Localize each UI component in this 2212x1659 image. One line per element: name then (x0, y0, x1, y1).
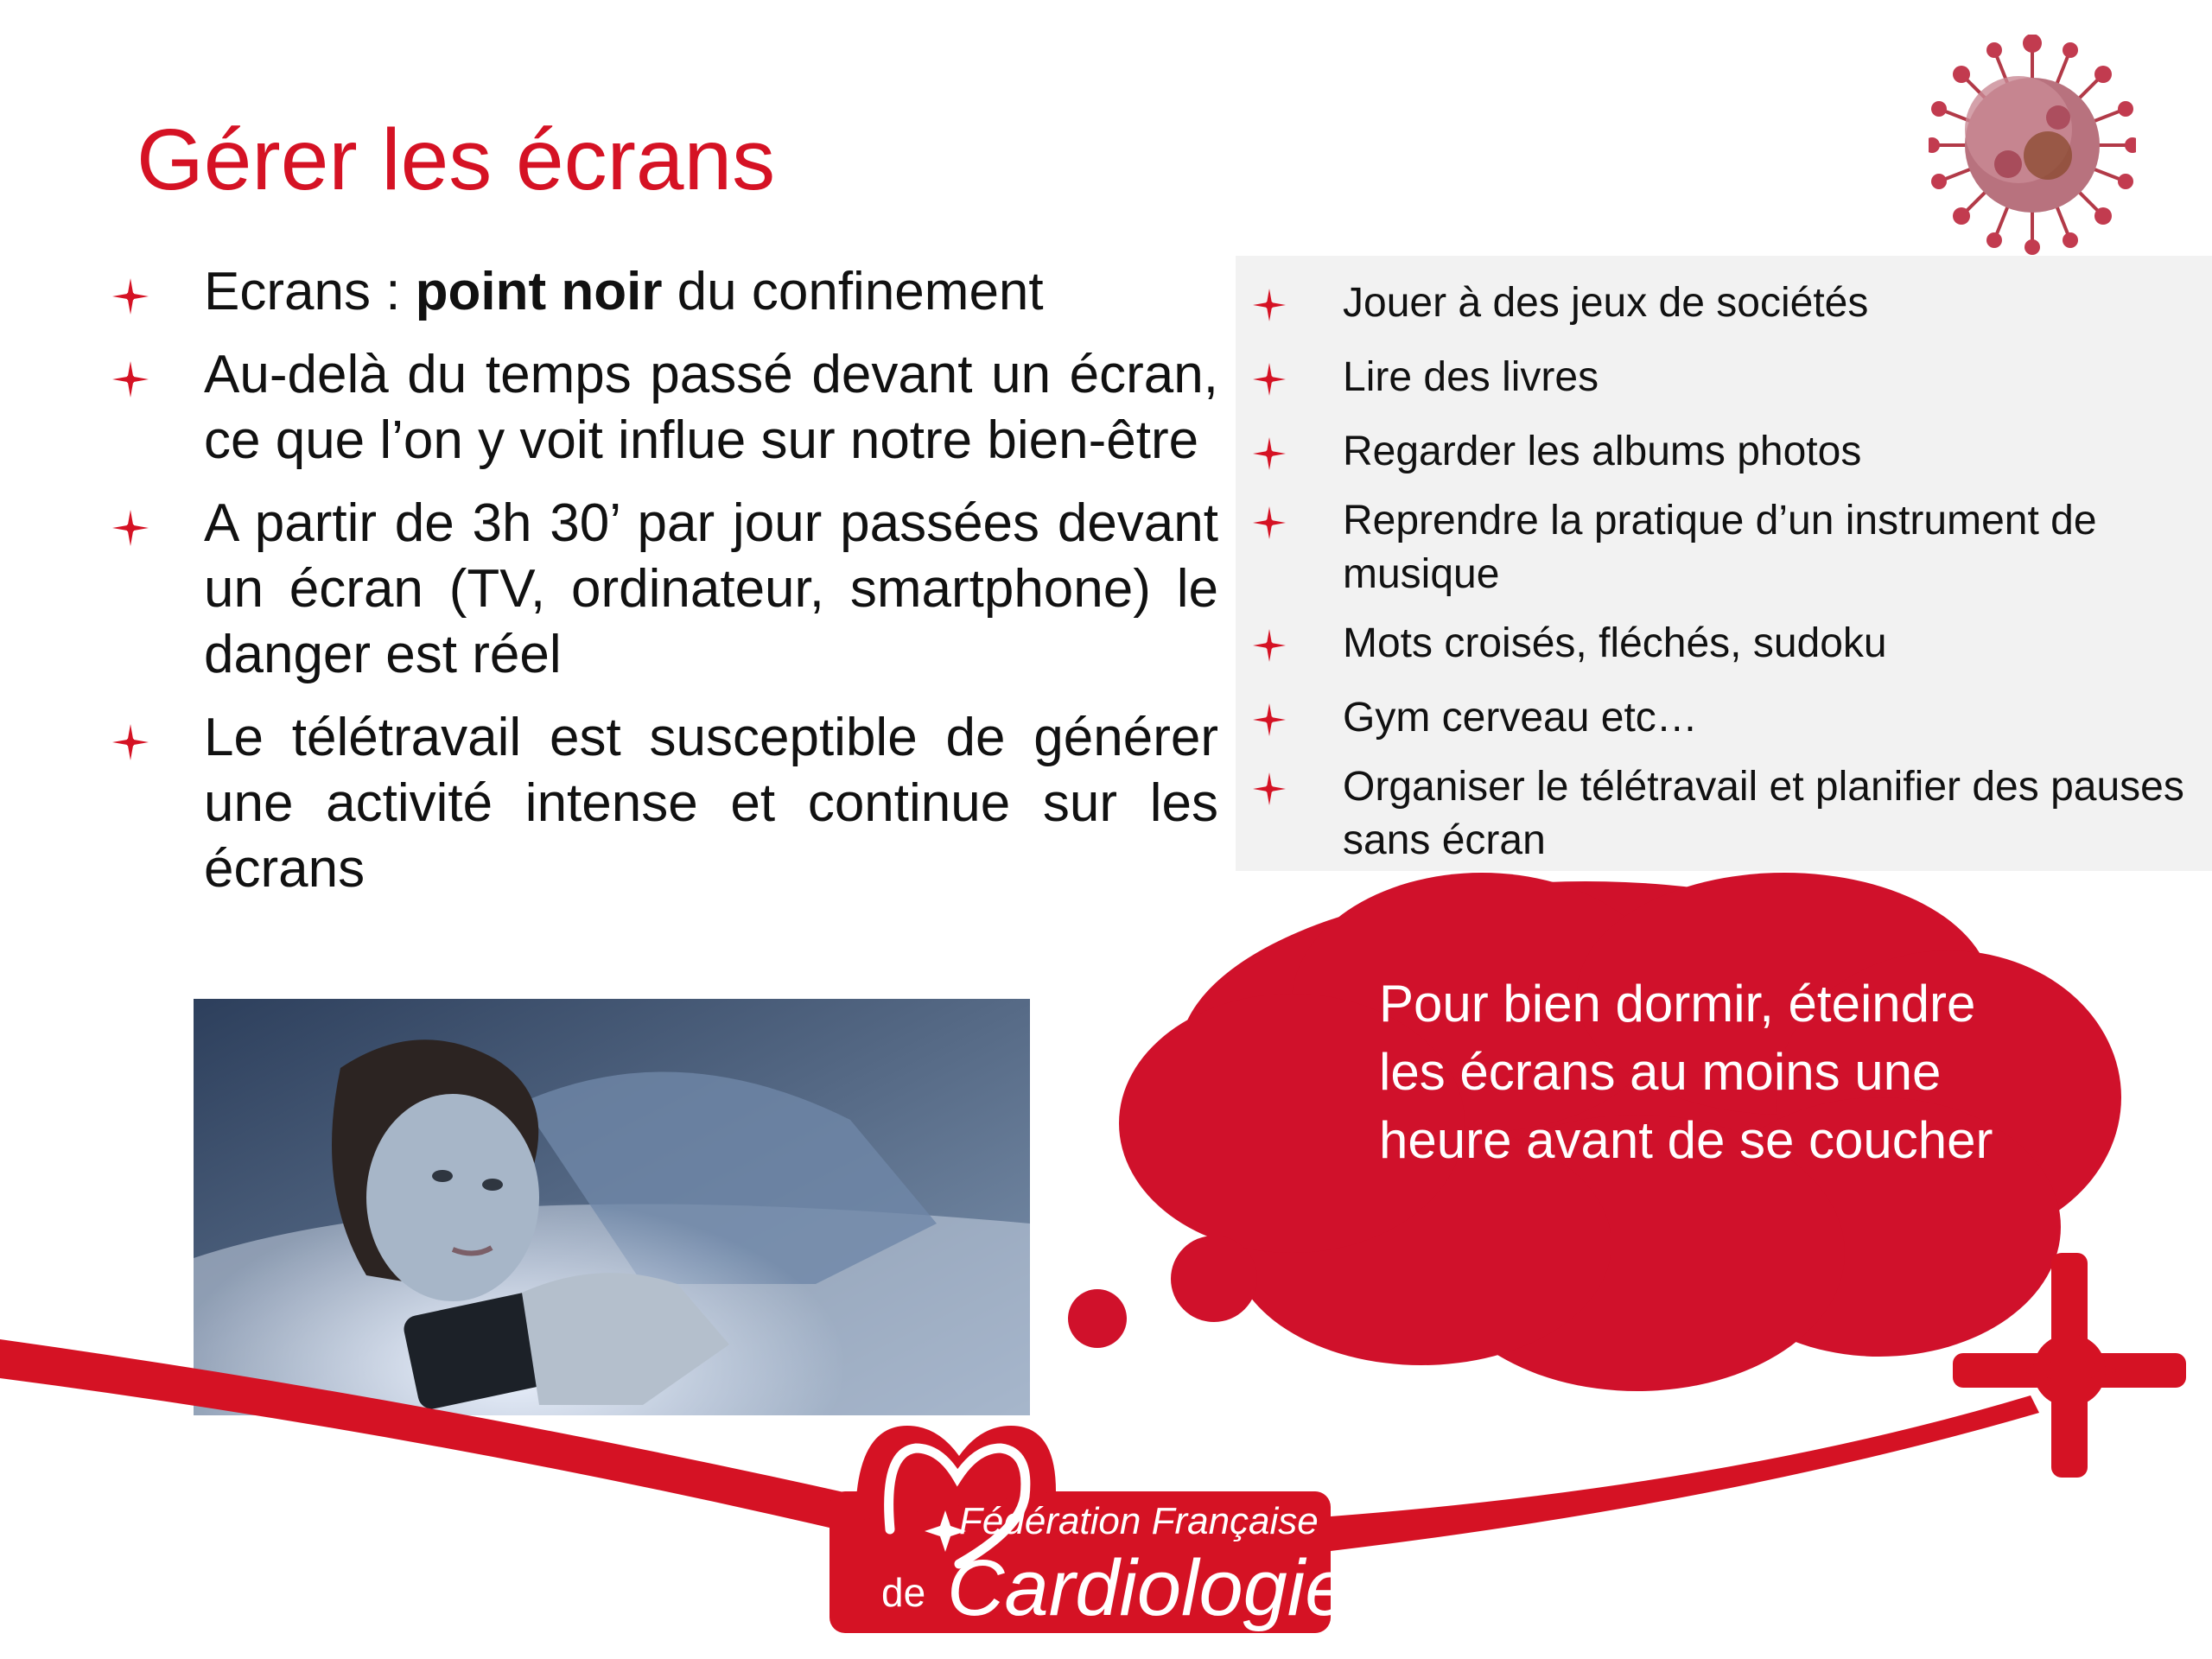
left-bullet-1 (112, 259, 1218, 325)
activity-item-1 (1236, 276, 2212, 330)
activity-item-6-text: Gym cerveau etc… (1343, 695, 1698, 741)
activity-item-1-text: Jouer à des jeux de sociétés (1343, 280, 1869, 326)
activity-item-2 (1236, 351, 2212, 404)
activity-item-7 (1236, 760, 2212, 868)
left-bullet-1-rest: du confinement (662, 262, 1044, 321)
activity-item-3-text: Regarder les albums photos (1343, 429, 1862, 474)
activity-item-3 (1236, 425, 2212, 479)
activity-item-4 (1236, 494, 2212, 601)
bullet-star-icon (112, 361, 149, 397)
bullet-star-icon (1253, 629, 1286, 662)
activity-item-2-text: Lire des livres (1343, 354, 1599, 400)
cloud-message: Pour bien dormir, éteindre les écrans au moins une heure avant de se coucher (1379, 975, 1993, 1169)
left-bullet-1-bold: point noir (415, 262, 663, 321)
activity-item-6 (1236, 691, 2212, 745)
bullet-star-icon (112, 724, 149, 760)
bullet-star-icon (1253, 363, 1286, 396)
activity-item-5 (1236, 617, 2212, 671)
activity-item-7-text: Organiser le télétravail et planifier des pauses sans écran (1343, 764, 2184, 863)
bullet-star-icon (1253, 703, 1286, 736)
logo-line-de: de (881, 1570, 926, 1615)
bullet-star-icon (112, 510, 149, 546)
bullet-star-icon (1253, 289, 1286, 321)
bullet-star-icon (1253, 437, 1286, 470)
coronavirus-icon (1929, 35, 2136, 255)
left-bullet-list (112, 259, 1218, 919)
activities-panel (1236, 256, 2212, 871)
logo-line-federation: Fédération Française (959, 1500, 1319, 1542)
left-bullet-4-text: Le télétravail est susceptible de générer une activité intense et continue sur les écrans (204, 708, 1218, 899)
left-bullet-1-text: Ecrans : (204, 262, 416, 321)
left-bullet-2-text: Au-delà du temps passé devant un écran, ce que l’on y voit influe sur notre bien-être (204, 345, 1218, 470)
bullet-star-icon (1253, 772, 1286, 805)
slide-title: Gérer les écrans (137, 111, 776, 208)
left-bullet-3-text: A partir de 3h 30’ par jour passées devant un écran (TV, ordinateur, smartphone) le danger est réel (204, 493, 1218, 684)
activity-item-4-text: Reprendre la pratique d’un instrument de musique (1343, 498, 2097, 597)
left-bullet-3 (112, 491, 1218, 688)
left-bullet-2 (112, 342, 1218, 474)
bullet-star-icon (1253, 506, 1286, 539)
activity-item-5-text: Mots croisés, fléchés, sudoku (1343, 620, 1887, 666)
red-cross-star-icon (1953, 1253, 2186, 1478)
bullet-star-icon (112, 278, 149, 315)
ffc-logo (830, 1417, 1350, 1633)
logo-line-cardiologie: Cardiologie (947, 1544, 1350, 1632)
